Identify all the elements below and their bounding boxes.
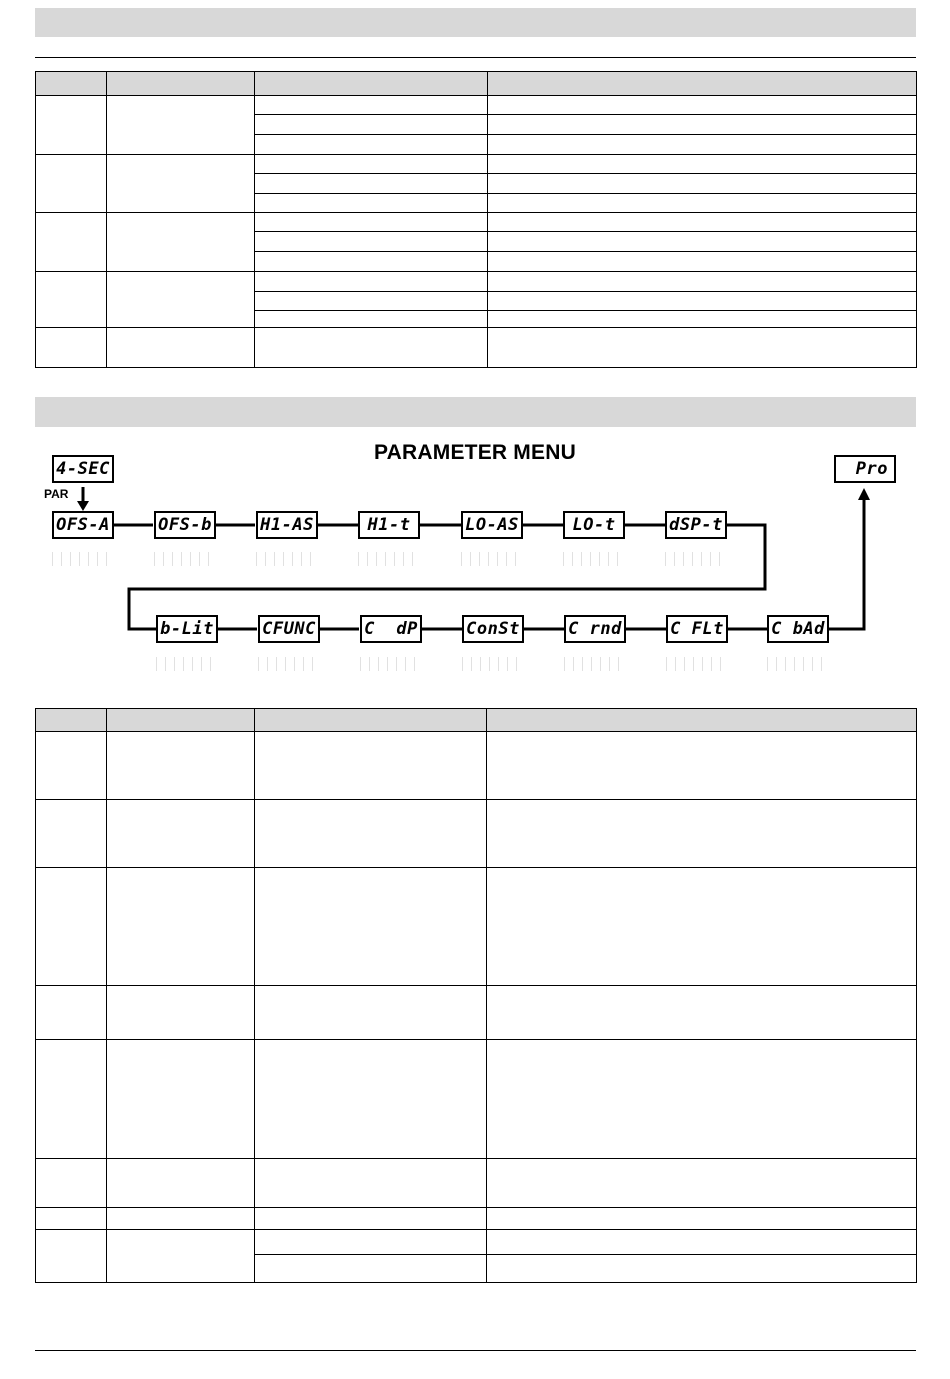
table-row <box>36 1040 917 1159</box>
faint-caption <box>256 552 318 566</box>
table-row <box>36 986 917 1040</box>
table-row <box>36 1208 917 1230</box>
faint-caption <box>258 657 320 671</box>
lcd-param-b-lit: b-Lit <box>156 615 218 643</box>
lcd-param-ofs-a: OFS-A <box>52 511 114 539</box>
faint-caption <box>461 552 523 566</box>
faint-caption <box>52 552 114 566</box>
lcd-param-dsp-t: dSP-t <box>665 511 727 539</box>
table-row <box>36 868 917 986</box>
faint-caption <box>156 657 218 671</box>
faint-caption <box>767 657 829 671</box>
lcd-param-lo-as: LO-AS <box>461 511 523 539</box>
faint-caption <box>358 552 420 566</box>
lcd-param-hi-t: H1-t <box>358 511 420 539</box>
lcd-param-hi-as: H1-AS <box>256 511 318 539</box>
faint-caption <box>666 657 728 671</box>
settings-table-bottom <box>35 708 917 1283</box>
table-row <box>36 800 917 868</box>
lcd-param-c-dp: C dP <box>360 615 422 643</box>
faint-caption <box>665 552 727 566</box>
par-label: PAR <box>44 487 69 501</box>
table-header-row <box>36 709 917 732</box>
lcd-param-const: ConSt <box>462 615 524 643</box>
faint-caption <box>564 657 626 671</box>
faint-caption <box>360 657 422 671</box>
faint-caption <box>563 552 625 566</box>
footer-rule <box>35 1350 916 1351</box>
lcd-param-lo-t: LO-t <box>563 511 625 539</box>
lcd-param-c-bad: C bAd <box>767 615 829 643</box>
table-row <box>36 732 917 800</box>
lcd-param-ofs-b: OFS-b <box>154 511 216 539</box>
menu-title: PARAMETER MENU <box>374 441 576 464</box>
table-row <box>36 1230 917 1255</box>
lcd-entry-4-sec: 4-SEC <box>52 455 114 483</box>
table-row <box>36 1159 917 1208</box>
lcd-param-cfunc: CFUNC <box>258 615 320 643</box>
faint-caption <box>462 657 524 671</box>
lcd-param-c-rnd: C rnd <box>564 615 626 643</box>
lcd-exit-pro: Pro <box>834 455 896 483</box>
lcd-param-c-flt: C FLt <box>666 615 728 643</box>
faint-caption <box>154 552 216 566</box>
